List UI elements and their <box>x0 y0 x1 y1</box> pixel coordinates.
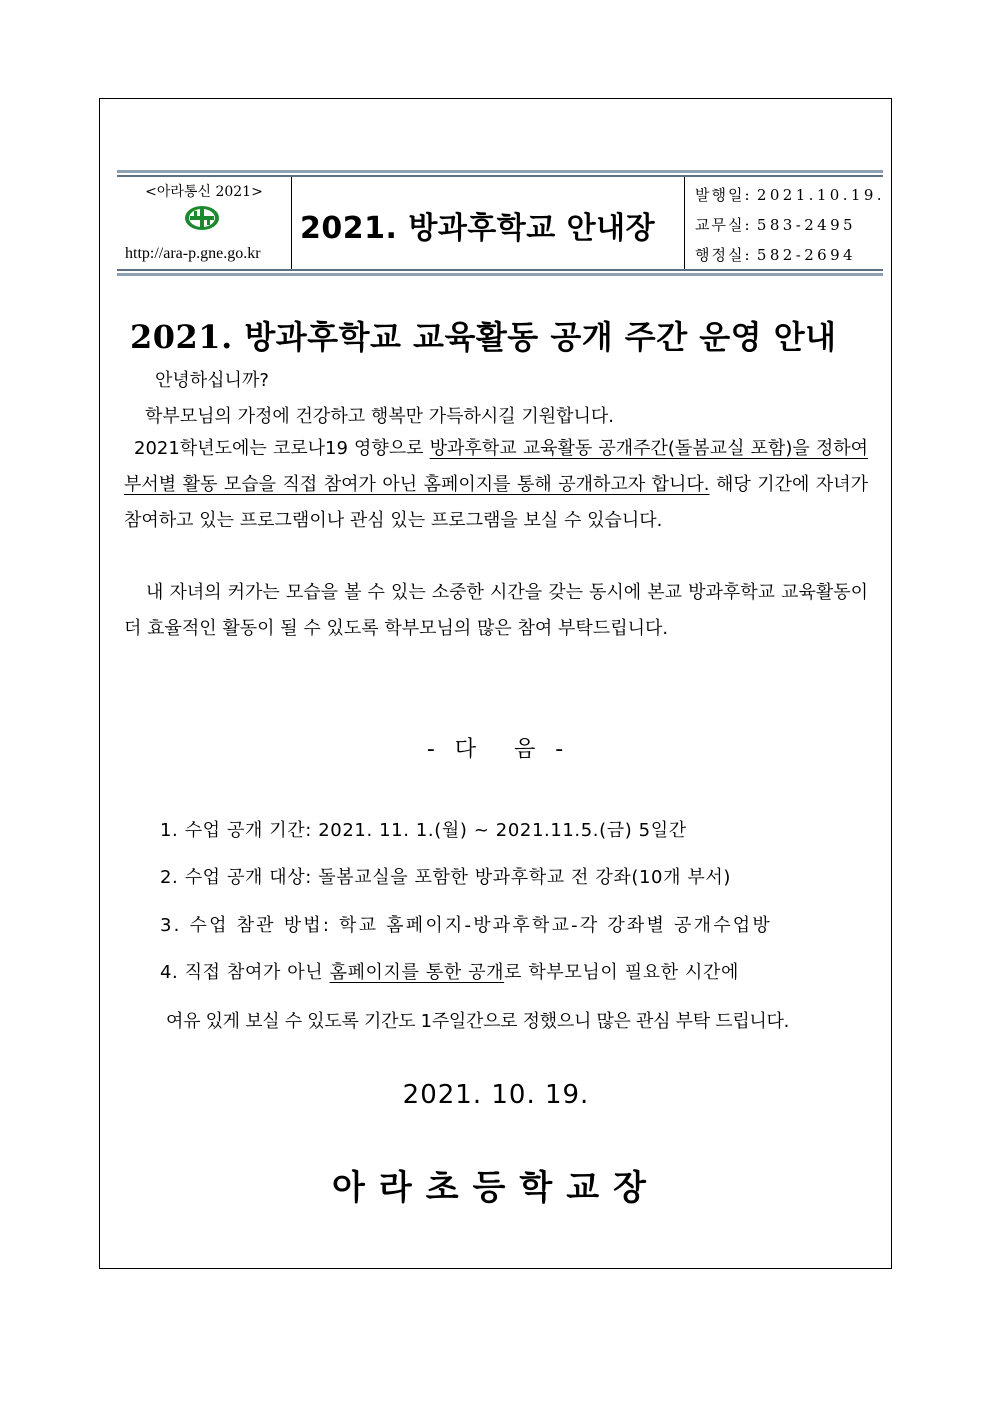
section-heading: - 다 음 - <box>426 737 566 762</box>
item-note-lead: 4. 직접 참여가 아닌 <box>160 962 330 983</box>
document-date: 2021. 10. 19. <box>402 1080 590 1110</box>
newsletter-header <box>117 177 883 269</box>
admin-label: 행정실: <box>695 246 752 264</box>
header-rule-top <box>117 170 883 173</box>
paragraph-open-week-lead: 2021학년도에는 코로나19 영향으로 <box>134 438 430 459</box>
office-phone-line <box>695 214 856 235</box>
paragraph-open-week-emphasis: 방과후학교 교육활동 공개주간(돌봄교실 포함)을 정하여 부서별 활동 모습을 직접 참여가 아닌 홈페이지를 통해 공개하고자 합니다. <box>124 438 868 495</box>
school-website-link[interactable]: http://ara-p.gne.go.kr <box>125 245 261 262</box>
header-rule-bottom <box>117 273 883 276</box>
school-logo-icon <box>184 205 220 231</box>
greeting: 안녕하십니까? <box>155 370 269 391</box>
header-masthead <box>117 177 292 269</box>
admin-phone: 582-2694 <box>756 246 856 264</box>
item-note-emphasis: 홈페이지를 통한 공개 <box>329 962 505 983</box>
admin-phone-line <box>695 244 856 265</box>
item-method: 3. 수업 참관 방법: 학교 홈페이지-방과후학교-각 강좌별 공개수업방 <box>160 915 772 936</box>
item-note <box>160 958 739 984</box>
paragraph-open-week-tail: 해당 기간에 자녀가 참여하고 있는 프로그램이나 관심 있는 프로그램을 보실 수 있습니다. <box>124 474 868 531</box>
issue-date-label: 발행일: <box>695 186 752 204</box>
item-target: 2. 수업 공개 대상: 돌봄교실을 포함한 방과후학교 전 강좌(10개 부서) <box>160 867 731 888</box>
office-phone: 583-2495 <box>756 216 856 234</box>
header-info-cell <box>685 177 883 269</box>
main-title: 2021. 방과후학교 교육활동 공개 주간 운영 안내 <box>130 318 837 356</box>
wish-text: 학부모님의 가정에 건강하고 행복만 가득하시길 기원합니다. <box>145 406 615 427</box>
item-period: 1. 수업 공개 기간: 2021. 11. 1.(월) ~ 2021.11.5.(금) 5일간 <box>160 820 687 841</box>
header-title-cell <box>292 177 685 269</box>
header-rule-bottom-inner <box>117 269 883 271</box>
signer: 아라초등학교장 <box>332 1168 660 1208</box>
issue-date-line <box>695 184 885 205</box>
issue-label: <아라통신 2021> <box>145 184 263 200</box>
issue-date-value: 2021.10.19. <box>756 186 885 204</box>
notice-title: 2021. 방과후학교 안내장 <box>300 211 656 246</box>
item-note-tail: 로 학부모님이 필요한 시간에 <box>504 962 739 983</box>
office-label: 교무실: <box>695 216 752 234</box>
paragraph-open-week <box>124 431 868 539</box>
paragraph-request: 내 자녀의 커가는 모습을 볼 수 있는 소중한 시간을 갖는 동시에 본교 방과후학교 교육활동이 더 효율적인 활동이 될 수 있도록 학부모님의 많은 참여 부탁드립니다. <box>124 582 868 639</box>
item-note-continued: 여유 있게 보실 수 있도록 기간도 1주일간으로 정했으니 많은 관심 부탁 드립니다. <box>166 1011 790 1032</box>
